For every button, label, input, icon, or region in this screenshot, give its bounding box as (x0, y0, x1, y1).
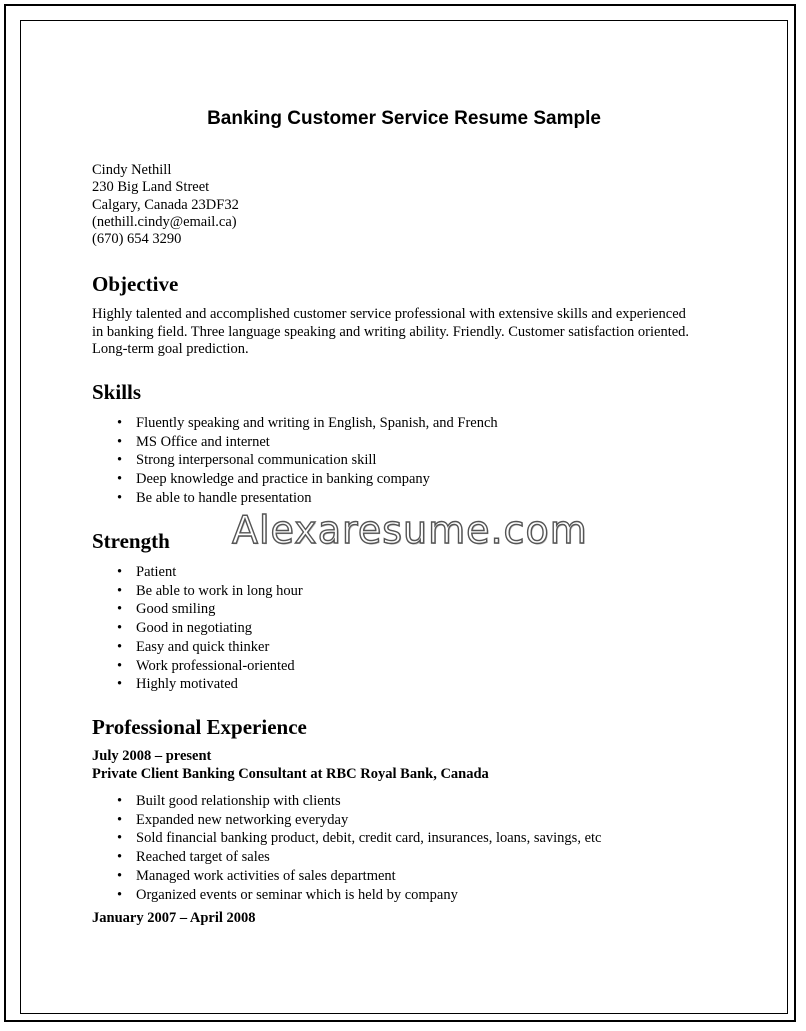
skills-list (92, 414, 498, 508)
list-item: • Easy and quick thinker (92, 638, 303, 657)
list-item: • Reached target of sales (92, 848, 601, 867)
list-item: • Managed work activities of sales department (92, 867, 601, 886)
job-duties-list (92, 792, 601, 904)
list-item: • Good smiling (92, 600, 303, 619)
list-item: • Built good relationship with clients (92, 792, 601, 811)
list-item: • Work professional-oriented (92, 657, 303, 676)
list-item: • MS Office and internet (92, 433, 498, 452)
list-item: • Highly motivated (92, 675, 303, 694)
list-item: • Deep knowledge and practice in banking company (92, 470, 498, 489)
objective-line: Long-term goal prediction. (92, 341, 249, 357)
document-title: Banking Customer Service Resume Sample (207, 108, 601, 129)
list-item: • Be able to work in long hour (92, 582, 303, 601)
contact-street: 230 Big Land Street (92, 179, 210, 196)
objective-text (92, 306, 722, 359)
contact-block (92, 162, 239, 248)
experience-heading: Professional Experience (92, 715, 307, 739)
contact-email: (nethill.cindy@email.ca) (92, 213, 237, 230)
list-item: • Strong interpersonal communication skill (92, 451, 498, 470)
objective-line: Highly talented and accomplished customer service professional with extensive skills and experienced (92, 306, 686, 322)
strength-list (92, 563, 303, 694)
contact-phone: (670) 654 3290 (92, 231, 182, 248)
watermark-text: Alexaresume.com (232, 508, 588, 552)
list-item: • Patient (92, 563, 303, 582)
strength-heading: Strength (92, 529, 170, 553)
job-position: Private Client Banking Consultant at RBC Royal Bank, Canada (92, 766, 489, 782)
objective-heading: Objective (92, 272, 179, 296)
objective-line: in banking field. Three language speaking and writing ability. Friendly. Customer satisfaction oriented. (92, 323, 690, 340)
list-item: • Fluently speaking and writing in English, Spanish, and French (92, 414, 498, 433)
job-dates: January 2007 – April 2008 (92, 910, 256, 926)
list-item: • Expanded new networking everyday (92, 811, 601, 830)
contact-city: Calgary, Canada 23DF32 (92, 196, 239, 213)
list-item: • Organized events or seminar which is held by company (92, 886, 601, 905)
skills-heading: Skills (92, 380, 142, 404)
list-item: • Good in negotiating (92, 619, 303, 638)
list-item: • Sold financial banking product, debit, credit card, insurances, loans, savings, etc (92, 829, 601, 848)
list-item: • Be able to handle presentation (92, 489, 498, 508)
contact-name: Cindy Nethill (92, 162, 172, 178)
job-dates: July 2008 – present (92, 748, 212, 764)
